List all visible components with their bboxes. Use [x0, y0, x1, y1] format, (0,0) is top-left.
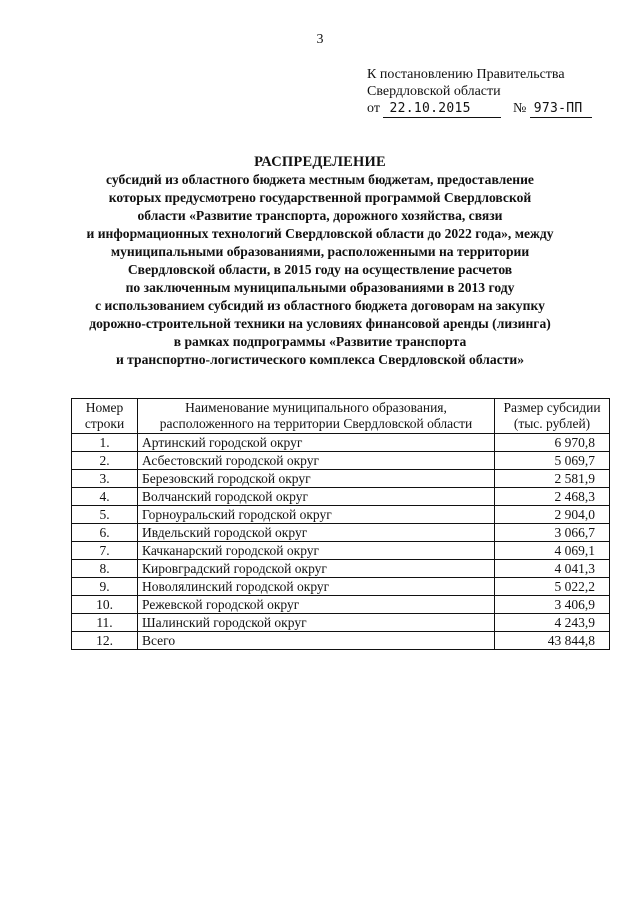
municipality-name: Асбестовский городской округ: [138, 452, 495, 470]
date-prefix: от: [367, 101, 380, 116]
attachment-date-row: [367, 100, 592, 118]
subsidy-amount: 4 041,3: [495, 560, 610, 578]
row-number: 11.: [72, 614, 138, 632]
title-heading: РАСПРЕДЕЛЕНИЕ: [254, 154, 386, 170]
decree-date: 22.10.2015: [383, 100, 501, 118]
table-row: [72, 452, 610, 470]
subsidy-amount: 5 022,2: [495, 578, 610, 596]
document-title: [40, 153, 600, 369]
subsidy-amount: 4 243,9: [495, 614, 610, 632]
table-row: [72, 470, 610, 488]
title-line: муниципальными образованиями, расположенными на территории: [110, 244, 530, 259]
municipality-name: Режевской городской округ: [138, 596, 495, 614]
table-row-total: [72, 632, 610, 650]
number-prefix: №: [512, 101, 527, 116]
decree-number: 973-ПП: [530, 100, 592, 118]
row-number: 8.: [72, 560, 138, 578]
title-line: в рамках подпрограммы «Развитие транспорта: [173, 334, 467, 349]
municipality-name: Шалинский городской округ: [138, 614, 495, 632]
subsidy-amount: 2 468,3: [495, 488, 610, 506]
header-municipality-line-1: Наименование муниципального образования,: [185, 400, 447, 415]
header-municipality: [138, 399, 495, 434]
total-label: Всего: [138, 632, 495, 650]
table-row: [72, 434, 610, 452]
attachment-line-1: К постановлению Правительства: [367, 67, 565, 82]
subsidy-amount: 2 904,0: [495, 506, 610, 524]
subsidy-amount: 3 066,7: [495, 524, 610, 542]
row-number: 9.: [72, 578, 138, 596]
row-number: 2.: [72, 452, 138, 470]
attachment-line-2: Свердловской области: [367, 84, 501, 99]
municipality-name: Волчанский городской округ: [138, 488, 495, 506]
table-row: [72, 560, 610, 578]
title-line: области «Развитие транспорта, дорожного хозяйства, связи: [137, 208, 503, 223]
page-number: 3: [316, 32, 324, 47]
subsidy-amount: 3 406,9: [495, 596, 610, 614]
header-subsidy-line-2: (тыс. рублей): [513, 416, 591, 431]
header-row-number: [72, 399, 138, 434]
total-amount: 43 844,8: [495, 632, 610, 650]
subsidy-amount: 6 970,8: [495, 434, 610, 452]
header-row-number-line-1: Номер: [85, 400, 124, 415]
table-row: [72, 542, 610, 560]
header-row-number-line-2: строки: [84, 416, 125, 431]
table-row: [72, 488, 610, 506]
municipality-name: Березовский городской округ: [138, 470, 495, 488]
row-number: 7.: [72, 542, 138, 560]
municipality-name: Новолялинский городской округ: [138, 578, 495, 596]
municipality-name: Качканарский городской округ: [138, 542, 495, 560]
row-number: 12.: [72, 632, 138, 650]
table-row: [72, 596, 610, 614]
title-line: по заключенным муниципальными образованиями в 2013 году: [125, 280, 515, 295]
title-line: субсидий из областного бюджета местным бюджетам, предоставление: [106, 172, 534, 187]
distribution-table: [71, 398, 610, 650]
municipality-name: Артинский городской округ: [138, 434, 495, 452]
table-row: [72, 524, 610, 542]
title-line: и транспортно-логистического комплекса Свердловской области»: [115, 352, 525, 367]
header-subsidy-amount: [495, 399, 610, 434]
table-header-row: [72, 399, 610, 434]
title-line: и информационных технологий Свердловской области до 2022 года», между: [86, 226, 554, 241]
municipality-name: Горноуральский городской округ: [138, 506, 495, 524]
row-number: 4.: [72, 488, 138, 506]
municipality-name: Кировградский городской округ: [138, 560, 495, 578]
table-row: [72, 578, 610, 596]
title-line: дорожно-строительной техники на условиях финансовой аренды (лизинга): [89, 316, 551, 331]
row-number: 1.: [72, 434, 138, 452]
header-subsidy-line-1: Размер субсидии: [503, 400, 601, 415]
header-municipality-line-2: расположенного на территории Свердловской области: [159, 416, 473, 431]
title-line: Свердловской области, в 2015 году на осуществление расчетов: [127, 262, 513, 277]
subsidy-amount: 4 069,1: [495, 542, 610, 560]
row-number: 5.: [72, 506, 138, 524]
subsidy-amount: 2 581,9: [495, 470, 610, 488]
table-row: [72, 506, 610, 524]
row-number: 10.: [72, 596, 138, 614]
row-number: 6.: [72, 524, 138, 542]
municipality-name: Ивдельский городской округ: [138, 524, 495, 542]
attachment-reference: [367, 66, 592, 118]
title-line: с использованием субсидий из областного бюджета договорам на закупку: [95, 298, 545, 313]
subsidy-amount: 5 069,7: [495, 452, 610, 470]
table-row: [72, 614, 610, 632]
row-number: 3.: [72, 470, 138, 488]
title-line: которых предусмотрено государственной программой Свердловской: [108, 190, 532, 205]
